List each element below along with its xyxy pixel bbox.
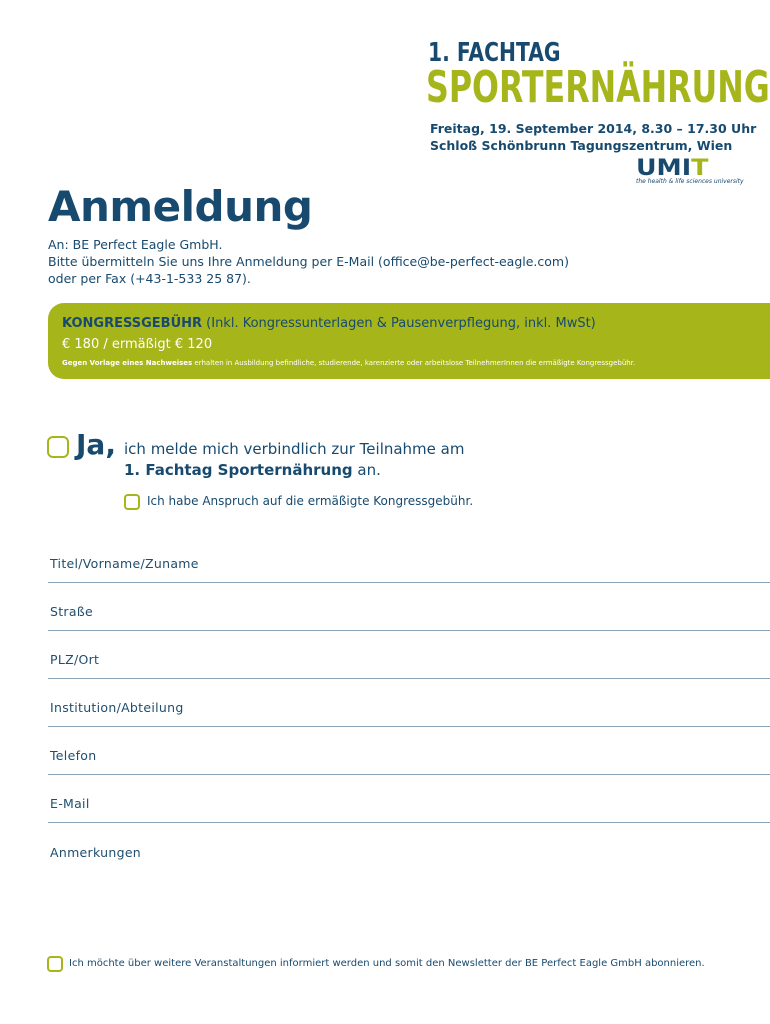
reduced-fee-checkbox[interactable]: [124, 494, 140, 510]
ja-label: Ja,: [76, 428, 116, 461]
newsletter-label: Ich möchte über weitere Veranstaltungen informiert werden und somit den Newsletter der BE Perfect Eagle GmbH abonnieren.: [69, 958, 705, 969]
reduced-fee-label: Ich habe Anspruch auf die ermäßigte Kongressgebühr.: [147, 494, 474, 508]
city-field[interactable]: [48, 678, 770, 679]
intro-line-recipient: An: BE Perfect Eagle GmbH.: [48, 237, 223, 252]
fee-label: KONGRESSGEBÜHR: [62, 316, 203, 331]
street-field[interactable]: [48, 630, 770, 631]
page-title: Anmeldung: [48, 182, 313, 231]
remarks-field[interactable]: [48, 866, 770, 946]
fee-prices: € 180 / ermäßigt € 120: [62, 337, 213, 352]
intro-line-fax: oder per Fax (+43-1-533 25 87).: [48, 271, 251, 286]
registration-text-line2: [124, 461, 381, 479]
intro-line-email: Bitte übermitteln Sie uns Ihre Anmeldung per E-Mail (office@be-perfect-eagle.com): [48, 254, 569, 269]
fee-heading: [62, 316, 596, 331]
event-title-line1: 1. FACHTAG: [428, 38, 561, 68]
name-field[interactable]: [48, 582, 770, 583]
event-name: 1. Fachtag Sporternährung: [124, 461, 353, 479]
fee-note-rest: erhalten in Ausbildung befindliche, studierende, karenzierte oder arbeitslose TeilnehmerInnen die ermäßigte Kongressgebühr.: [192, 359, 636, 367]
umit-tagline: the health & life sciences university: [636, 178, 744, 185]
registration-text-line1: ich melde mich verbindlich zur Teilnahme am: [124, 440, 465, 458]
umit-logo-t: T: [691, 156, 709, 181]
intro-text: [48, 236, 569, 287]
email-field-label: E-Mail: [50, 796, 90, 811]
phone-field-label: Telefon: [50, 748, 97, 763]
event-title-line2: SPORTERNÄHRUNG: [426, 62, 770, 113]
newsletter-checkbox[interactable]: [47, 956, 63, 972]
event-location: Schloß Schönbrunn Tagungszentrum, Wien: [430, 138, 733, 153]
registration-text-an: an.: [352, 461, 381, 479]
institution-field-label: Institution/Abteilung: [50, 700, 184, 715]
phone-field[interactable]: [48, 774, 770, 775]
umit-logo-text: UMI: [636, 156, 692, 181]
street-field-label: Straße: [50, 604, 93, 619]
email-field[interactable]: [48, 822, 770, 823]
remarks-field-label: Anmerkungen: [50, 845, 142, 860]
fee-detail: (Inkl. Kongressunterlagen & Pausenverpflegung, inkl. MwSt): [202, 316, 596, 331]
fee-note-bold: Gegen Vorlage eines Nachweises: [62, 359, 193, 367]
institution-field[interactable]: [48, 726, 770, 727]
name-field-label: Titel/Vorname/Zuname: [50, 556, 199, 571]
registration-checkbox[interactable]: [47, 436, 69, 458]
city-field-label: PLZ/Ort: [50, 652, 100, 667]
event-date: Freitag, 19. September 2014, 8.30 – 17.30 Uhr: [430, 121, 757, 136]
fee-note: [62, 359, 635, 367]
